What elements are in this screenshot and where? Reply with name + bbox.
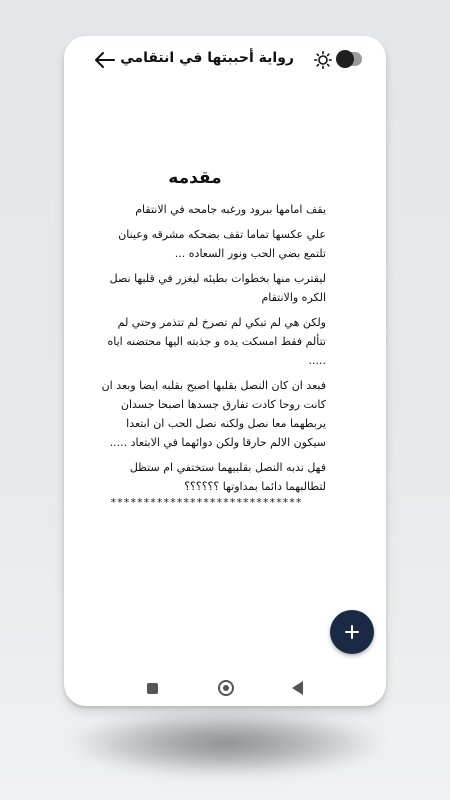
phone-shadow bbox=[66, 708, 386, 778]
story-paragraph: يقف امامها ببرود ورغبه جامحه في الانتقام bbox=[135, 203, 326, 216]
system-nav-bar bbox=[64, 676, 386, 702]
sun-icon[interactable] bbox=[314, 51, 332, 69]
separator-stars: ***************************** bbox=[110, 496, 303, 509]
add-button[interactable] bbox=[330, 610, 374, 654]
story-paragraph: ليقترب منها بخطوات بطيئه ليغزر في قلبها نصل الكره والانتقام bbox=[109, 272, 326, 304]
recents-square-icon[interactable] bbox=[147, 683, 158, 694]
story-paragraph: علي عكسها تماما تقف بضحكه مشرقه وعينان تلتمع بضي الحب ونور السعاده ... bbox=[118, 228, 326, 260]
theme-toggle[interactable] bbox=[338, 52, 362, 66]
story-heading: مقدمه bbox=[168, 168, 222, 188]
plus-icon bbox=[344, 624, 360, 640]
arrow-left-icon[interactable] bbox=[92, 48, 118, 72]
page-title: رواية أحببتها في انتقامي bbox=[120, 50, 294, 66]
toggle-knob bbox=[336, 50, 354, 68]
phone-frame bbox=[64, 36, 386, 706]
story-paragraph: ولكن هي لم تبكي لم تصرخ لم تتذمر وحتي لم تتألم فقط امسكت يده و جذبته اليها محتضنه اياه ..... bbox=[107, 316, 326, 367]
home-circle-icon[interactable] bbox=[218, 680, 234, 696]
story-paragraph: فهل ندبه النصل بقلبيهما ستختفي ام ستظل لتطالبهما دائما بمداوتها ؟؟؟؟؟؟ bbox=[129, 461, 326, 493]
app-bar bbox=[64, 36, 386, 84]
story-content bbox=[100, 168, 326, 502]
back-triangle-icon[interactable] bbox=[292, 681, 303, 695]
story-paragraph: فبعد ان كان النصل بقلبها اصبح بقلبه ايضا وبعد ان كانت روحا كادت تفارق جسدها اصبحا جسدان يربطهما معا نصل ولكنه نصل الحب ان ابتعدا سيكون الالم حارقا ولكن دوائهما في الابتعاد ..... bbox=[101, 379, 326, 449]
